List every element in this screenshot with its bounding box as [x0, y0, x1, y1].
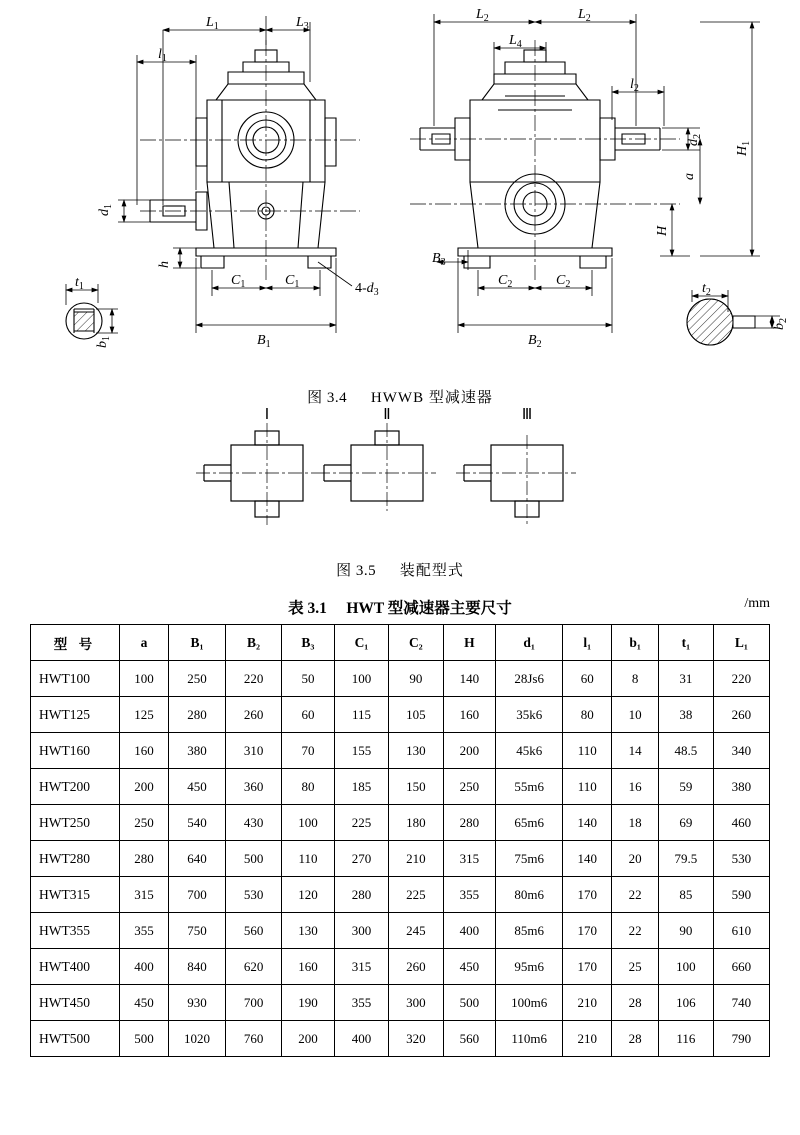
cell-value: 355 [443, 877, 496, 913]
label-t1: $t_1$ [75, 275, 84, 292]
cell-value: 530 [226, 877, 282, 913]
label-d1: $d_1$ [97, 204, 114, 216]
cell-value: 55m6 [496, 769, 563, 805]
cell-value: 355 [334, 985, 388, 1021]
cell-value: 65m6 [496, 805, 563, 841]
cell-value: 80 [563, 697, 612, 733]
label-C1-left: $C_1$ [231, 273, 246, 290]
col-header-L1: L₁ [713, 625, 769, 661]
cell-value: 155 [334, 733, 388, 769]
table-title-row [30, 596, 770, 618]
cell-value: 48.5 [658, 733, 713, 769]
cell-value: 200 [119, 769, 168, 805]
cell-model: HWT160 [31, 733, 120, 769]
label-C2-right: $C_2$ [556, 273, 571, 290]
table-row [31, 1021, 770, 1057]
label-B2: $B_2$ [528, 333, 542, 350]
cell-value: 28Js6 [496, 661, 563, 697]
cell-value: 170 [563, 877, 612, 913]
cell-value: 130 [282, 913, 335, 949]
cell-value: 79.5 [658, 841, 713, 877]
cell-value: 85 [658, 877, 713, 913]
cell-value: 10 [612, 697, 659, 733]
cell-value: 20 [612, 841, 659, 877]
figure-3-4-caption-text: HWWB 型减速器 [370, 390, 493, 406]
label-h: h [157, 261, 172, 268]
cell-value: 620 [226, 949, 282, 985]
cell-value: 280 [169, 697, 226, 733]
cell-value: 610 [713, 913, 769, 949]
cell-value: 80 [282, 769, 335, 805]
label-4-d3: $4-d_3$ [355, 281, 379, 298]
cell-value: 8 [612, 661, 659, 697]
cell-value: 270 [334, 841, 388, 877]
cell-value: 75m6 [496, 841, 563, 877]
cell-model: HWT100 [31, 661, 120, 697]
cell-value: 35k6 [496, 697, 563, 733]
table-unit: /mm [744, 596, 770, 611]
table-body [31, 661, 770, 1057]
variant-label-1: Ⅰ [264, 407, 270, 423]
cell-value: 300 [389, 985, 443, 1021]
cell-value: 120 [282, 877, 335, 913]
table-row [31, 661, 770, 697]
cell-value: 500 [443, 985, 496, 1021]
label-b2: $b_2$ [772, 318, 789, 330]
cell-value: 280 [443, 805, 496, 841]
cell-value: 18 [612, 805, 659, 841]
cell-value: 140 [563, 805, 612, 841]
cell-value: 60 [282, 697, 335, 733]
table-row [31, 913, 770, 949]
cell-value: 69 [658, 805, 713, 841]
cell-value: 700 [169, 877, 226, 913]
label-l2: $l_2$ [630, 77, 639, 94]
label-B3: $B_3$ [432, 251, 446, 268]
cell-value: 380 [169, 733, 226, 769]
cell-value: 790 [713, 1021, 769, 1057]
cell-value: 160 [282, 949, 335, 985]
cell-value: 340 [713, 733, 769, 769]
figure-3-4-caption [0, 386, 800, 407]
cell-value: 140 [563, 841, 612, 877]
col-header-a: a [119, 625, 168, 661]
cell-value: 16 [612, 769, 659, 805]
cell-value: 315 [443, 841, 496, 877]
cell-value: 590 [713, 877, 769, 913]
cell-value: 95m6 [496, 949, 563, 985]
cell-value: 59 [658, 769, 713, 805]
col-header-C1: C₁ [334, 625, 388, 661]
cell-value: 355 [119, 913, 168, 949]
label-L2-left: $L_2$ [476, 7, 489, 24]
figure-3-5-caption-prefix: 图 3.5 [336, 563, 377, 579]
col-header-model: 型 号 [31, 625, 120, 661]
cell-value: 530 [713, 841, 769, 877]
table-header-row [31, 625, 770, 661]
table-row [31, 877, 770, 913]
label-l1: $l_1$ [158, 47, 167, 64]
cell-value: 740 [713, 985, 769, 1021]
cell-value: 540 [169, 805, 226, 841]
cell-value: 140 [443, 661, 496, 697]
cell-value: 100 [334, 661, 388, 697]
table-row [31, 805, 770, 841]
cell-value: 430 [226, 805, 282, 841]
label-C1-right: $C_1$ [285, 273, 300, 290]
cell-value: 225 [334, 805, 388, 841]
table-row [31, 697, 770, 733]
cell-value: 250 [169, 661, 226, 697]
cell-value: 185 [334, 769, 388, 805]
cell-value: 210 [563, 1021, 612, 1057]
cell-value: 750 [169, 913, 226, 949]
label-L2-right: $L_2$ [578, 7, 591, 24]
cell-model: HWT450 [31, 985, 120, 1021]
variant-label-2: Ⅱ [383, 407, 391, 423]
col-header-C2: C₂ [389, 625, 443, 661]
cell-value: 200 [282, 1021, 335, 1057]
table-row [31, 733, 770, 769]
cell-value: 22 [612, 913, 659, 949]
col-header-B2: B₂ [226, 625, 282, 661]
cell-value: 31 [658, 661, 713, 697]
table-header [31, 625, 770, 661]
cell-value: 170 [563, 913, 612, 949]
cell-value: 100 [119, 661, 168, 697]
cell-value: 560 [443, 1021, 496, 1057]
cell-value: 450 [119, 985, 168, 1021]
table-row [31, 985, 770, 1021]
cell-value: 660 [713, 949, 769, 985]
cell-value: 225 [389, 877, 443, 913]
label-a: a [682, 173, 697, 180]
cell-value: 116 [658, 1021, 713, 1057]
cell-value: 200 [443, 733, 496, 769]
cell-model: HWT280 [31, 841, 120, 877]
cell-value: 280 [119, 841, 168, 877]
cell-value: 90 [658, 913, 713, 949]
label-H1: $H_1$ [735, 140, 752, 156]
cell-value: 260 [713, 697, 769, 733]
figure-3-4-caption-prefix: 图 3.4 [307, 390, 348, 406]
cell-value: 400 [443, 913, 496, 949]
figure-3-4-drawing [0, 0, 800, 375]
cell-value: 700 [226, 985, 282, 1021]
cell-value: 190 [282, 985, 335, 1021]
label-L3: $L_3$ [296, 15, 309, 32]
cell-value: 110 [563, 769, 612, 805]
cell-value: 60 [563, 661, 612, 697]
table-title-text: HWT 型减速器主要尺寸 [346, 600, 512, 617]
cell-model: HWT125 [31, 697, 120, 733]
cell-value: 130 [389, 733, 443, 769]
figure-3-5 [0, 407, 800, 557]
col-header-b1: b₁ [612, 625, 659, 661]
cell-value: 315 [119, 877, 168, 913]
cell-value: 100m6 [496, 985, 563, 1021]
cell-model: HWT200 [31, 769, 120, 805]
cell-value: 1020 [169, 1021, 226, 1057]
cell-value: 250 [443, 769, 496, 805]
col-header-H: H [443, 625, 496, 661]
cell-value: 320 [389, 1021, 443, 1057]
label-L4: $L_4$ [509, 33, 522, 50]
cell-value: 90 [389, 661, 443, 697]
cell-value: 220 [226, 661, 282, 697]
cell-value: 110 [282, 841, 335, 877]
cell-model: HWT355 [31, 913, 120, 949]
cell-value: 315 [334, 949, 388, 985]
cell-value: 450 [169, 769, 226, 805]
cell-value: 28 [612, 985, 659, 1021]
col-header-d1: d₁ [496, 625, 563, 661]
cell-value: 280 [334, 877, 388, 913]
col-header-B1: B₁ [169, 625, 226, 661]
col-header-t1: t₁ [658, 625, 713, 661]
cell-value: 210 [563, 985, 612, 1021]
cell-value: 560 [226, 913, 282, 949]
cell-model: HWT250 [31, 805, 120, 841]
figure-3-5-caption [0, 559, 800, 580]
cell-value: 28 [612, 1021, 659, 1057]
col-header-B3: B₃ [282, 625, 335, 661]
cell-value: 106 [658, 985, 713, 1021]
cell-value: 100 [658, 949, 713, 985]
cell-value: 14 [612, 733, 659, 769]
cell-model: HWT500 [31, 1021, 120, 1057]
cell-value: 80m6 [496, 877, 563, 913]
dimension-table [30, 624, 770, 1057]
cell-value: 260 [389, 949, 443, 985]
cell-value: 180 [389, 805, 443, 841]
cell-value: 125 [119, 697, 168, 733]
figure-3-5-drawing [0, 407, 800, 547]
cell-value: 105 [389, 697, 443, 733]
label-H: H [655, 225, 670, 236]
cell-value: 360 [226, 769, 282, 805]
cell-value: 85m6 [496, 913, 563, 949]
cell-value: 500 [119, 1021, 168, 1057]
cell-value: 110 [563, 733, 612, 769]
cell-value: 400 [334, 1021, 388, 1057]
cell-value: 640 [169, 841, 226, 877]
cell-value: 300 [334, 913, 388, 949]
cell-value: 22 [612, 877, 659, 913]
cell-value: 250 [119, 805, 168, 841]
label-d2: $d_2$ [686, 134, 703, 146]
cell-value: 210 [389, 841, 443, 877]
table-row [31, 841, 770, 877]
cell-value: 38 [658, 697, 713, 733]
col-header-l1: l₁ [563, 625, 612, 661]
cell-value: 115 [334, 697, 388, 733]
cell-value: 310 [226, 733, 282, 769]
cell-value: 50 [282, 661, 335, 697]
cell-value: 260 [226, 697, 282, 733]
label-C2-left: $C_2$ [498, 273, 513, 290]
cell-value: 840 [169, 949, 226, 985]
table-title [30, 596, 770, 618]
variant-label-3: Ⅲ [521, 407, 533, 423]
cell-value: 760 [226, 1021, 282, 1057]
cell-value: 100 [282, 805, 335, 841]
cell-value: 400 [119, 949, 168, 985]
cell-value: 160 [443, 697, 496, 733]
cell-value: 380 [713, 769, 769, 805]
cell-value: 70 [282, 733, 335, 769]
table-row [31, 949, 770, 985]
cell-value: 500 [226, 841, 282, 877]
figure-3-5-caption-text: 装配型式 [399, 563, 464, 579]
label-L1: $L_1$ [206, 15, 219, 32]
label-b1: $b_1$ [95, 336, 112, 348]
cell-value: 110m6 [496, 1021, 563, 1057]
cell-value: 160 [119, 733, 168, 769]
cell-value: 150 [389, 769, 443, 805]
cell-model: HWT315 [31, 877, 120, 913]
cell-value: 45k6 [496, 733, 563, 769]
cell-value: 245 [389, 913, 443, 949]
table-label: 表 3.1 [288, 600, 327, 617]
cell-value: 170 [563, 949, 612, 985]
label-t2: $t_2$ [702, 281, 711, 298]
cell-value: 450 [443, 949, 496, 985]
label-B1: $B_1$ [257, 333, 271, 350]
cell-model: HWT400 [31, 949, 120, 985]
cell-value: 25 [612, 949, 659, 985]
cell-value: 930 [169, 985, 226, 1021]
figure-3-4 [0, 0, 800, 380]
cell-value: 220 [713, 661, 769, 697]
table-row [31, 769, 770, 805]
cell-value: 460 [713, 805, 769, 841]
